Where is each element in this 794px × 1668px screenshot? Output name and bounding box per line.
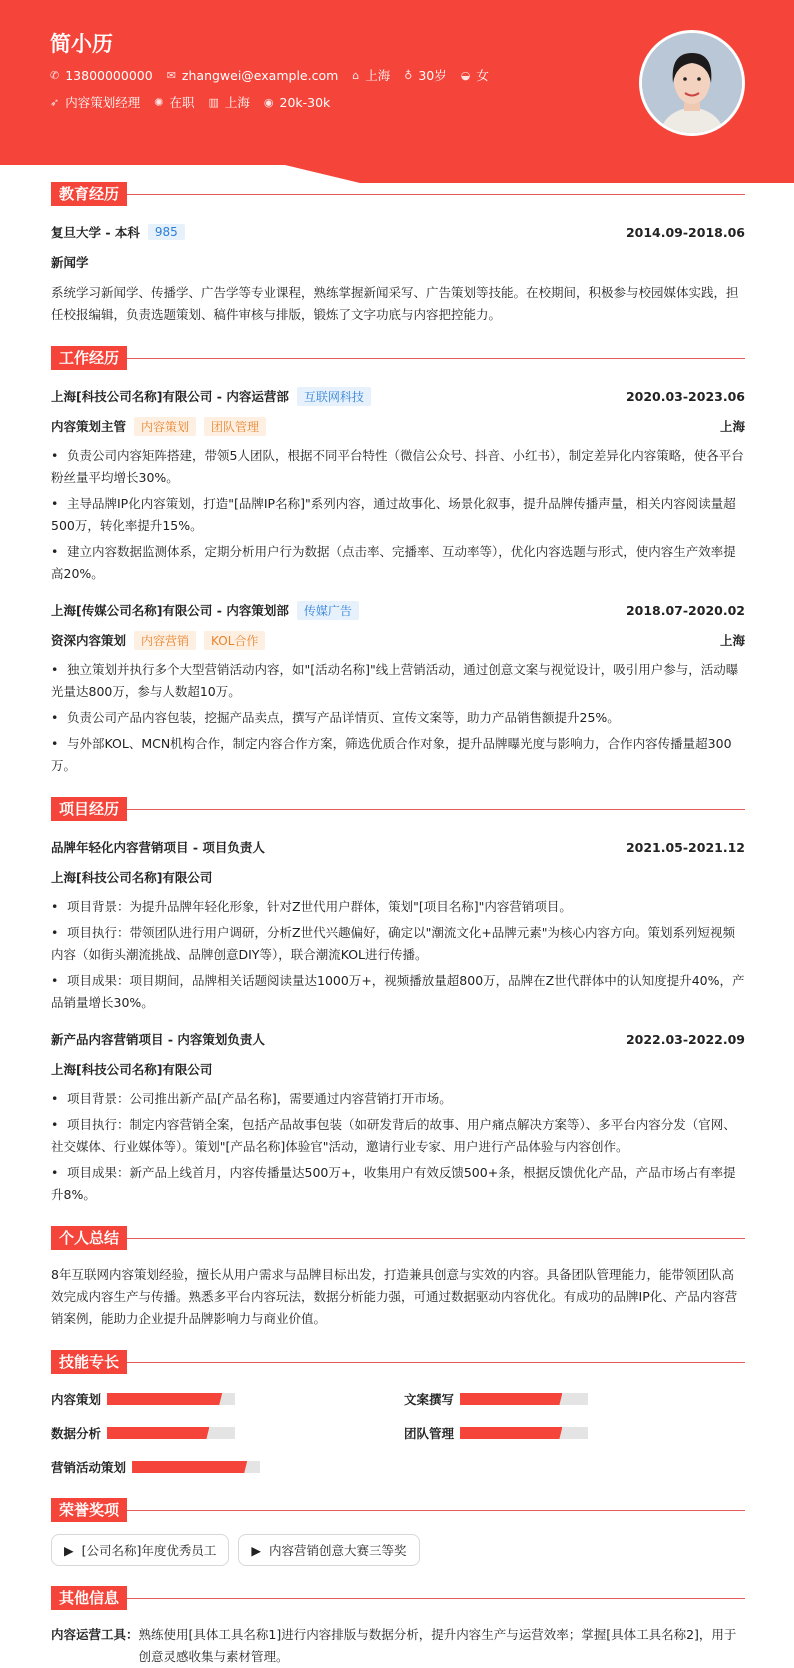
date: 2022.03-2022.09 bbox=[625, 1031, 745, 1047]
email: zhangwei@example.com bbox=[181, 67, 339, 83]
skill-item bbox=[51, 1422, 404, 1444]
city: 上海 bbox=[365, 68, 391, 83]
list-item: • 建立内容数据监测体系，定期分析用户行为数据（点击率、完播率、互动率等），优化内容选题与形式，使内容生产效率提高20%。 bbox=[51, 544, 736, 581]
list-item: • 主导品牌IP化内容策划，打造"[品牌IP名称]"系列内容，通过故事化、场景化叙事，提升品牌传播声量，相关内容阅读量超500万，转化率提升15%。 bbox=[51, 496, 736, 533]
city: 上海 bbox=[719, 633, 745, 648]
section-title: 工作经历 bbox=[51, 346, 127, 370]
building-icon: ▥ bbox=[208, 95, 219, 109]
award-chip bbox=[51, 1534, 229, 1566]
gender: 女 bbox=[476, 68, 489, 83]
skills-section bbox=[51, 1350, 745, 1478]
skill-bar bbox=[460, 1427, 588, 1439]
divider bbox=[127, 358, 745, 359]
position: 内容策划经理 bbox=[65, 95, 141, 110]
section-title: 项目经历 bbox=[51, 797, 127, 821]
list-item: • 项目背景：为提升品牌年轻化形象，针对Z世代用户群体，策划"[项目名称]"内容营销项目。 bbox=[51, 899, 572, 914]
industry-tag: 传媒广告 bbox=[297, 601, 359, 620]
candidate-name: 简小历 bbox=[50, 32, 113, 56]
industry-tag: 互联网科技 bbox=[297, 387, 371, 406]
job-intent-row bbox=[50, 93, 330, 111]
divider bbox=[127, 194, 745, 195]
skill-bar-fill bbox=[460, 1393, 562, 1405]
summary-text: 8年互联网内容策划经验，擅长从用户需求与品牌目标出发，打造兼具创意与实效的内容。具备团队管理能力，能带领团队高效完成内容生产与传播。熟悉多平台内容玩法，数据分析能力强，可通过数据驱动内容优化。有成功的品牌IP化、产品内容营销案例，能助力企业提升品牌影响力与商业价值。 bbox=[51, 1267, 738, 1326]
skill-item bbox=[404, 1422, 745, 1444]
other-section bbox=[51, 1586, 745, 1668]
list-item: • 项目执行：制定内容营销全案，包括产品故事包装（如研发背后的故事、用户痛点解决方案等）、多平台内容分发（官网、社交媒体、行业媒体等）。策划"[产品名称]体验官"活动，邀请行业专家、用户进行产品体验与内容创作。 bbox=[51, 1117, 736, 1154]
other-text: 熟练使用[具体工具名称1]进行内容排版与数据分析，提升内容生产与运营效率；掌握[具体工具名称2]，用于创意灵感收集与素材管理。 bbox=[138, 1627, 737, 1664]
role-tag: 团队管理 bbox=[204, 417, 266, 436]
company: 上海[传媒公司名称]有限公司 - 内容策划部 bbox=[51, 603, 289, 618]
date: 2020.03-2023.06 bbox=[625, 388, 745, 404]
resume-body bbox=[51, 182, 745, 1668]
skill-name: 数据分析 bbox=[51, 1426, 102, 1441]
project-title: 品牌年轻化内容营销项目 - 项目负责人 bbox=[51, 840, 265, 855]
phone: 13800000000 bbox=[65, 67, 153, 83]
other-label: 内容运营工具： bbox=[51, 1627, 139, 1642]
awards-section bbox=[51, 1498, 745, 1566]
section-title: 个人总结 bbox=[51, 1226, 127, 1250]
list-item: • 项目成果：新产品上线首月，内容传播量达500万+，收集用户有效反馈500+条，根据反馈优化产品，产品市场占有率提升8%。 bbox=[51, 1165, 736, 1202]
skill-name: 文案撰写 bbox=[404, 1392, 455, 1407]
award-label: [公司名称]年度优秀员工 bbox=[81, 1543, 217, 1558]
age: 30岁 bbox=[418, 68, 447, 83]
salary: 20k-30k bbox=[279, 94, 331, 110]
skill-item bbox=[51, 1388, 404, 1410]
role-tag: KOL合作 bbox=[204, 631, 265, 650]
work-entry bbox=[51, 595, 745, 777]
divider bbox=[127, 809, 745, 810]
list-item: • 项目执行：带领团队进行用户调研，分析Z世代兴趣偏好，确定以"潮流文化+品牌元素"为核心内容方向。策划系列短视频内容（如街头潮流挑战、品牌创意DIY等），联合潮流KOL进行传播。 bbox=[51, 925, 736, 962]
salary-icon: ◉ bbox=[263, 95, 274, 109]
skill-bar-fill bbox=[107, 1427, 209, 1439]
skill-bar-fill bbox=[107, 1393, 222, 1405]
contact-row bbox=[50, 66, 489, 84]
status-icon: ✺ bbox=[154, 95, 164, 109]
section-title: 荣誉奖项 bbox=[51, 1498, 127, 1522]
skill-name: 内容策划 bbox=[51, 1392, 102, 1407]
mail-icon: ✉ bbox=[166, 68, 176, 82]
date: 2021.05-2021.12 bbox=[625, 839, 745, 855]
skill-bar bbox=[132, 1461, 260, 1473]
divider bbox=[127, 1598, 745, 1599]
triangle-icon: ▶ bbox=[64, 1542, 74, 1558]
divider bbox=[127, 1362, 745, 1363]
section-title: 教育经历 bbox=[51, 182, 127, 206]
summary-section bbox=[51, 1226, 745, 1330]
skill-name: 团队管理 bbox=[404, 1426, 455, 1441]
divider bbox=[127, 1510, 745, 1511]
list-item: • 独立策划并执行多个大型营销活动内容，如"[活动名称]"线上营销活动，通过创意文案与视觉设计，吸引用户参与，活动曝光量达800万，参与人数超10万。 bbox=[51, 662, 739, 699]
education-desc: 系统学习新闻学、传播学、广告学等专业课程，熟练掌握新闻采写、广告策划等技能。在校期间，积极参与校园媒体实践，担任校报编辑，负责选题策划、稿件审核与排版，锻炼了文字功底与内容把控能力。 bbox=[51, 285, 739, 322]
role-tag: 内容营销 bbox=[134, 631, 196, 650]
project-company: 上海[科技公司名称]有限公司 bbox=[51, 870, 213, 885]
project-entry bbox=[51, 832, 745, 1014]
projects-section bbox=[51, 797, 745, 1206]
list-item: • 项目背景：公司推出新产品[产品名称]，需要通过内容营销打开市场。 bbox=[51, 1091, 452, 1106]
list-item: • 项目成果：项目期间，品牌相关话题阅读量达1000万+，视频播放量超800万，品牌在Z世代群体中的认知度提升40%，产品销量增长30%。 bbox=[51, 973, 745, 1010]
role: 内容策划主管 bbox=[51, 419, 127, 434]
role: 资深内容策划 bbox=[51, 633, 127, 648]
date: 2018.07-2020.02 bbox=[625, 602, 745, 618]
work-section bbox=[51, 346, 745, 777]
date: 2014.09-2018.06 bbox=[625, 224, 745, 240]
work-entry bbox=[51, 381, 745, 585]
list-item: • 与外部KOL、MCN机构合作，制定内容合作方案，筛选优质合作对象，提升品牌曝光度与影响力，合作内容传播量超300万。 bbox=[51, 736, 732, 773]
company: 上海[科技公司名称]有限公司 - 内容运营部 bbox=[51, 389, 289, 404]
skill-bar bbox=[460, 1393, 588, 1405]
phone-icon: ✆ bbox=[50, 68, 60, 82]
list-item: • 负责公司产品内容包装，挖掘产品卖点，撰写产品详情页、宣传文案等，助力产品销售额提升25%。 bbox=[51, 710, 620, 725]
project-title: 新产品内容营销项目 - 内容策划负责人 bbox=[51, 1032, 265, 1047]
skill-name: 营销活动策划 bbox=[51, 1460, 127, 1475]
list-item: • 负责公司内容矩阵搭建，带领5人团队，根据不同平台特性（微信公众号、抖音、小红书），制定差异化内容策略，使各平台粉丝量平均增长30%。 bbox=[51, 448, 744, 485]
project-entry bbox=[51, 1024, 745, 1206]
major: 新闻学 bbox=[51, 255, 89, 270]
award-chip bbox=[238, 1534, 419, 1566]
project-company: 上海[科技公司名称]有限公司 bbox=[51, 1062, 213, 1077]
section-title: 其他信息 bbox=[51, 1586, 127, 1610]
status: 在职 bbox=[169, 95, 195, 110]
skill-bar-fill bbox=[132, 1461, 247, 1473]
school-tag: 985 bbox=[148, 224, 185, 240]
skill-bar bbox=[107, 1393, 235, 1405]
avatar bbox=[639, 30, 745, 136]
triangle-icon: ▶ bbox=[251, 1542, 262, 1558]
target-city: 上海 bbox=[224, 95, 250, 110]
skill-item bbox=[404, 1388, 745, 1410]
section-title: 技能专长 bbox=[51, 1350, 127, 1374]
award-label: 内容营销创意大赛三等奖 bbox=[269, 1543, 407, 1558]
school: 复旦大学 - 本科 bbox=[51, 225, 140, 240]
skill-item bbox=[51, 1456, 404, 1478]
role-tag: 内容策划 bbox=[134, 417, 196, 436]
skill-bar-fill bbox=[460, 1427, 562, 1439]
send-icon: ➶ bbox=[50, 95, 60, 109]
skill-bar bbox=[107, 1427, 235, 1439]
cake-icon: ♁ bbox=[404, 68, 413, 82]
home-icon: ⌂ bbox=[352, 68, 360, 82]
divider bbox=[127, 1238, 745, 1239]
gender-icon: ◒ bbox=[460, 68, 471, 82]
education-section bbox=[51, 182, 745, 326]
city: 上海 bbox=[719, 419, 745, 434]
